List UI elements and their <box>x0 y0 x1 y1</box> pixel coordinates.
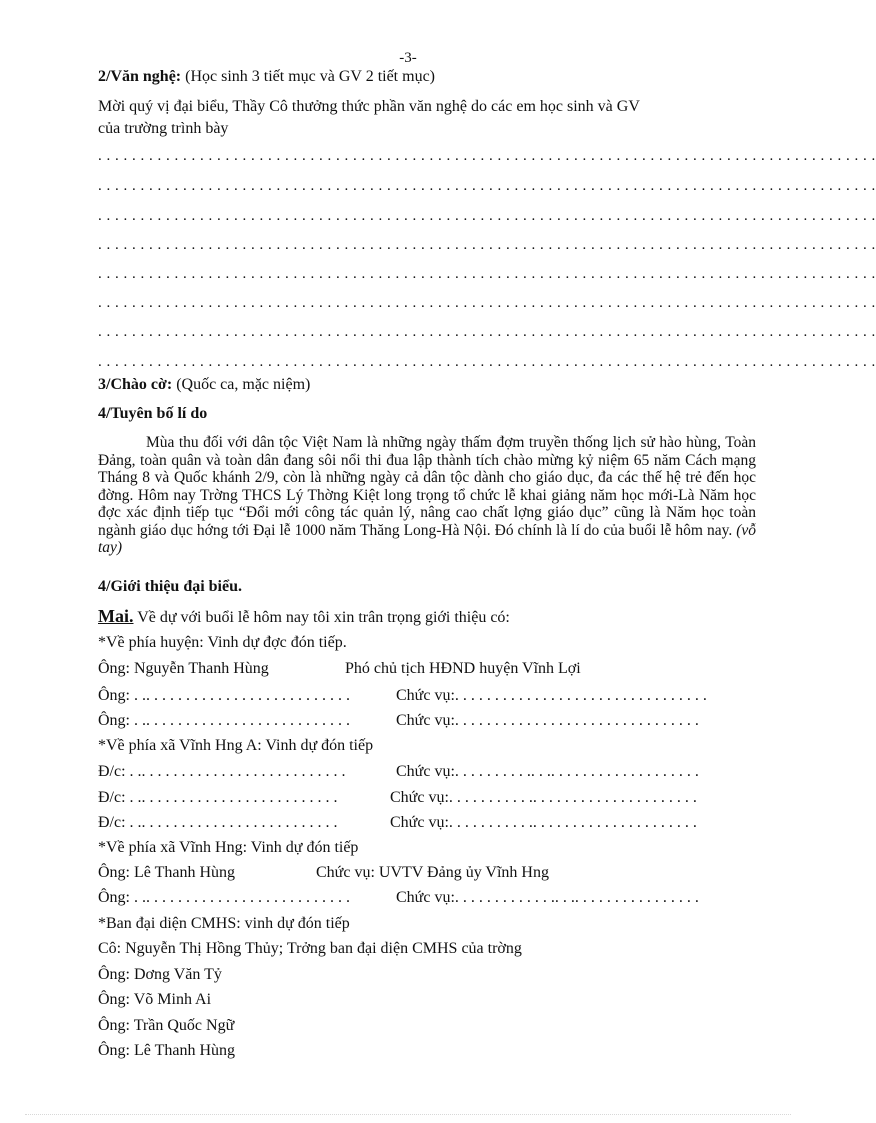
district-guest-row <box>98 660 269 678</box>
mai-intro-text: Về dự với buổi lễ hôm nay tôi xin trân trọng giới thiệu có: <box>133 609 510 626</box>
page-number: -3- <box>399 50 417 66</box>
guest-role: Chức vụ: UVTV Đảng ủy Vĩnh Hng <box>316 864 549 881</box>
section-reason-heading: 4/Tuyên bố lí do <box>98 405 208 422</box>
guest-name: Ông: Lê Thanh Hùng <box>98 864 236 881</box>
blank-name: Đ/c: . .. . . . . . . . . . . . . . . . . . . . . . . . . <box>98 814 338 831</box>
dotted-line: . . . . . . . . . . . . . . . . . . . . . . . . . . . . . . . . . . . . . . . . . . . . . . . . . . . . . . . . . . . . . . . . . . . . . . . . . . . . . . . . . . . . . . . . . . . . <box>98 354 876 370</box>
parents-member: Ông: Trần Quốc Ngữ <box>98 1017 235 1034</box>
section-art-heading: 2/Văn nghệ: <box>98 68 182 85</box>
mai-intro-line <box>98 606 510 627</box>
section-art-note: (Học sinh 3 tiết mục và GV 2 tiết mục) <box>181 68 435 85</box>
blank-name: Đ/c: . .. . . . . . . . . . . . . . . . . . . . . . . . . <box>98 789 338 806</box>
dotted-line: . . . . . . . . . . . . . . . . . . . . . . . . . . . . . . . . . . . . . . . . . . . . . . . . . . . . . . . . . . . . . . . . . . . . . . . . . . . . . . . . . . . . . . . . . . . . <box>98 295 876 311</box>
blank-role: Chức vụ:. . . . . . . . . . . . . . . . . . . . . . . . . . . . . . . . <box>396 687 707 704</box>
parents-lead: Cô: Nguyễn Thị Hồng Thủy; Trởng ban đại diện CMHS của trờng <box>98 940 522 957</box>
dotted-line: . . . . . . . . . . . . . . . . . . . . . . . . . . . . . . . . . . . . . . . . . . . . . . . . . . . . . . . . . . . . . . . . . . . . . . . . . . . . . . . . . . . . . . . . . . . . <box>98 237 876 253</box>
page-bottom-border <box>25 1114 791 1115</box>
blank-name: Ông: . .. . . . . . . . . . . . . . . . . . . . . . . . . . <box>98 889 350 906</box>
commune2-header: *Về phía xã Vĩnh Hng: Vinh dự đón tiếp <box>98 839 359 856</box>
dotted-line: . . . . . . . . . . . . . . . . . . . . . . . . . . . . . . . . . . . . . . . . . . . . . . . . . . . . . . . . . . . . . . . . . . . . . . . . . . . . . . . . . . . . . . . . . . . . <box>98 178 876 194</box>
blank-role: Chức vụ:. . . . . . . . . .. . .. . . . . . . . . . . . . . . . . . . <box>396 763 699 780</box>
blank-name: Ông: . .. . . . . . . . . . . . . . . . . . . . . . . . . . <box>98 712 350 729</box>
applause-note: (vỗ tay) <box>98 521 756 556</box>
section-art-line <box>98 68 435 86</box>
dotted-line: . . . . . . . . . . . . . . . . . . . . . . . . . . . . . . . . . . . . . . . . . . . . . . . . . . . . . . . . . . . . . . . . . . . . . . . . . . . . . . . . . . . . . . . . . . . . <box>98 324 876 340</box>
section-flag-note: (Quốc ca, mặc niệm) <box>172 376 311 393</box>
invite-line-2: của trường trình bày <box>98 120 229 137</box>
guest-name: Ông: Nguyễn Thanh Hùng <box>98 660 269 677</box>
blank-name: Ông: . .. . . . . . . . . . . . . . . . . . . . . . . . . . <box>98 687 350 704</box>
blank-role: Chức vụ:. . . . . . . . . . . . . . . . . . . . . . . . . . . . . . . <box>396 712 699 729</box>
reason-paragraph <box>98 434 756 557</box>
parents-member: Ông: Lê Thanh Hùng <box>98 1042 236 1059</box>
parents-member: Ông: Dơng Văn Tỷ <box>98 966 222 983</box>
blank-role: Chức vụ:. . . . . . . . . . .. . . . . . . . . . . . . . . . . . . . . <box>390 814 697 831</box>
speaker-label: Mai. <box>98 606 134 626</box>
parents-member: Ông: Võ Minh Ai <box>98 991 212 1008</box>
section-flag-line <box>98 376 310 394</box>
reason-text: Mùa thu đối với dân tộc Việt Nam là những ngày thấm đợm truyền thống lịch sử hào hùng, Toàn Đảng, toàn quân và toàn dân đang sôi nổi thi đua lập thành tích chào mừng kỷ niệm 65 năm Cách mạng Tháng 8 và Quốc khánh 2/9, còn là những ngày cả dân tộc dành cho giáo dục, đa các thế hệ trẻ đến học đờng. Hôm nay Trờng THCS Lý Thờng Kiệt long trọng tổ chức lễ khai giảng năm học mới-Là Năm học đợc xác định tiếp tục “Đổi mới công tác quản lý, nâng cao chất lợng giáo dục” cũng là Năm học toàn ngành giáo dục hớng tới Đại lễ 1000 năm Thăng Long-Hà Nội. Đó chính là lí do của buổi lễ hôm nay. <box>98 434 756 539</box>
dotted-line: . . . . . . . . . . . . . . . . . . . . . . . . . . . . . . . . . . . . . . . . . . . . . . . . . . . . . . . . . . . . . . . . . . . . . . . . . . . . . . . . . . . . . . . . . . . . <box>98 148 876 164</box>
commune-header: *Về phía xã Vĩnh Hng A: Vinh dự đón tiếp <box>98 737 374 754</box>
guest-role: Phó chủ tịch HĐND huyện Vĩnh Lợi <box>345 660 581 677</box>
blank-role: Chức vụ:. . . . . . . . . . . . .. . .. . . . . . . . . . . . . . . . <box>396 889 699 906</box>
district-header: *Về phía huyện: Vinh dự đợc đón tiếp. <box>98 634 347 651</box>
blank-role: Chức vụ:. . . . . . . . . . .. . . . . . . . . . . . . . . . . . . . . <box>390 789 697 806</box>
section-guests-heading: 4/Giới thiệu đại biểu. <box>98 578 242 595</box>
dotted-line: . . . . . . . . . . . . . . . . . . . . . . . . . . . . . . . . . . . . . . . . . . . . . . . . . . . . . . . . . . . . . . . . . . . . . . . . . . . . . . . . . . . . . . . . . . . . <box>98 208 876 224</box>
parents-header: *Ban đại diện CMHS: vinh dự đón tiếp <box>98 915 350 932</box>
invite-line-1: Mời quý vị đại biểu, Thầy Cô thưởng thức phần văn nghệ do các em học sinh và GV <box>98 98 640 115</box>
blank-name: Đ/c: . .. . . . . . . . . . . . . . . . . . . . . . . . . . <box>98 763 346 780</box>
section-flag-heading: 3/Chào cờ: <box>98 376 173 393</box>
dotted-line: . . . . . . . . . . . . . . . . . . . . . . . . . . . . . . . . . . . . . . . . . . . . . . . . . . . . . . . . . . . . . . . . . . . . . . . . . . . . . . . . . . . . . . . . . . . . <box>98 266 876 282</box>
